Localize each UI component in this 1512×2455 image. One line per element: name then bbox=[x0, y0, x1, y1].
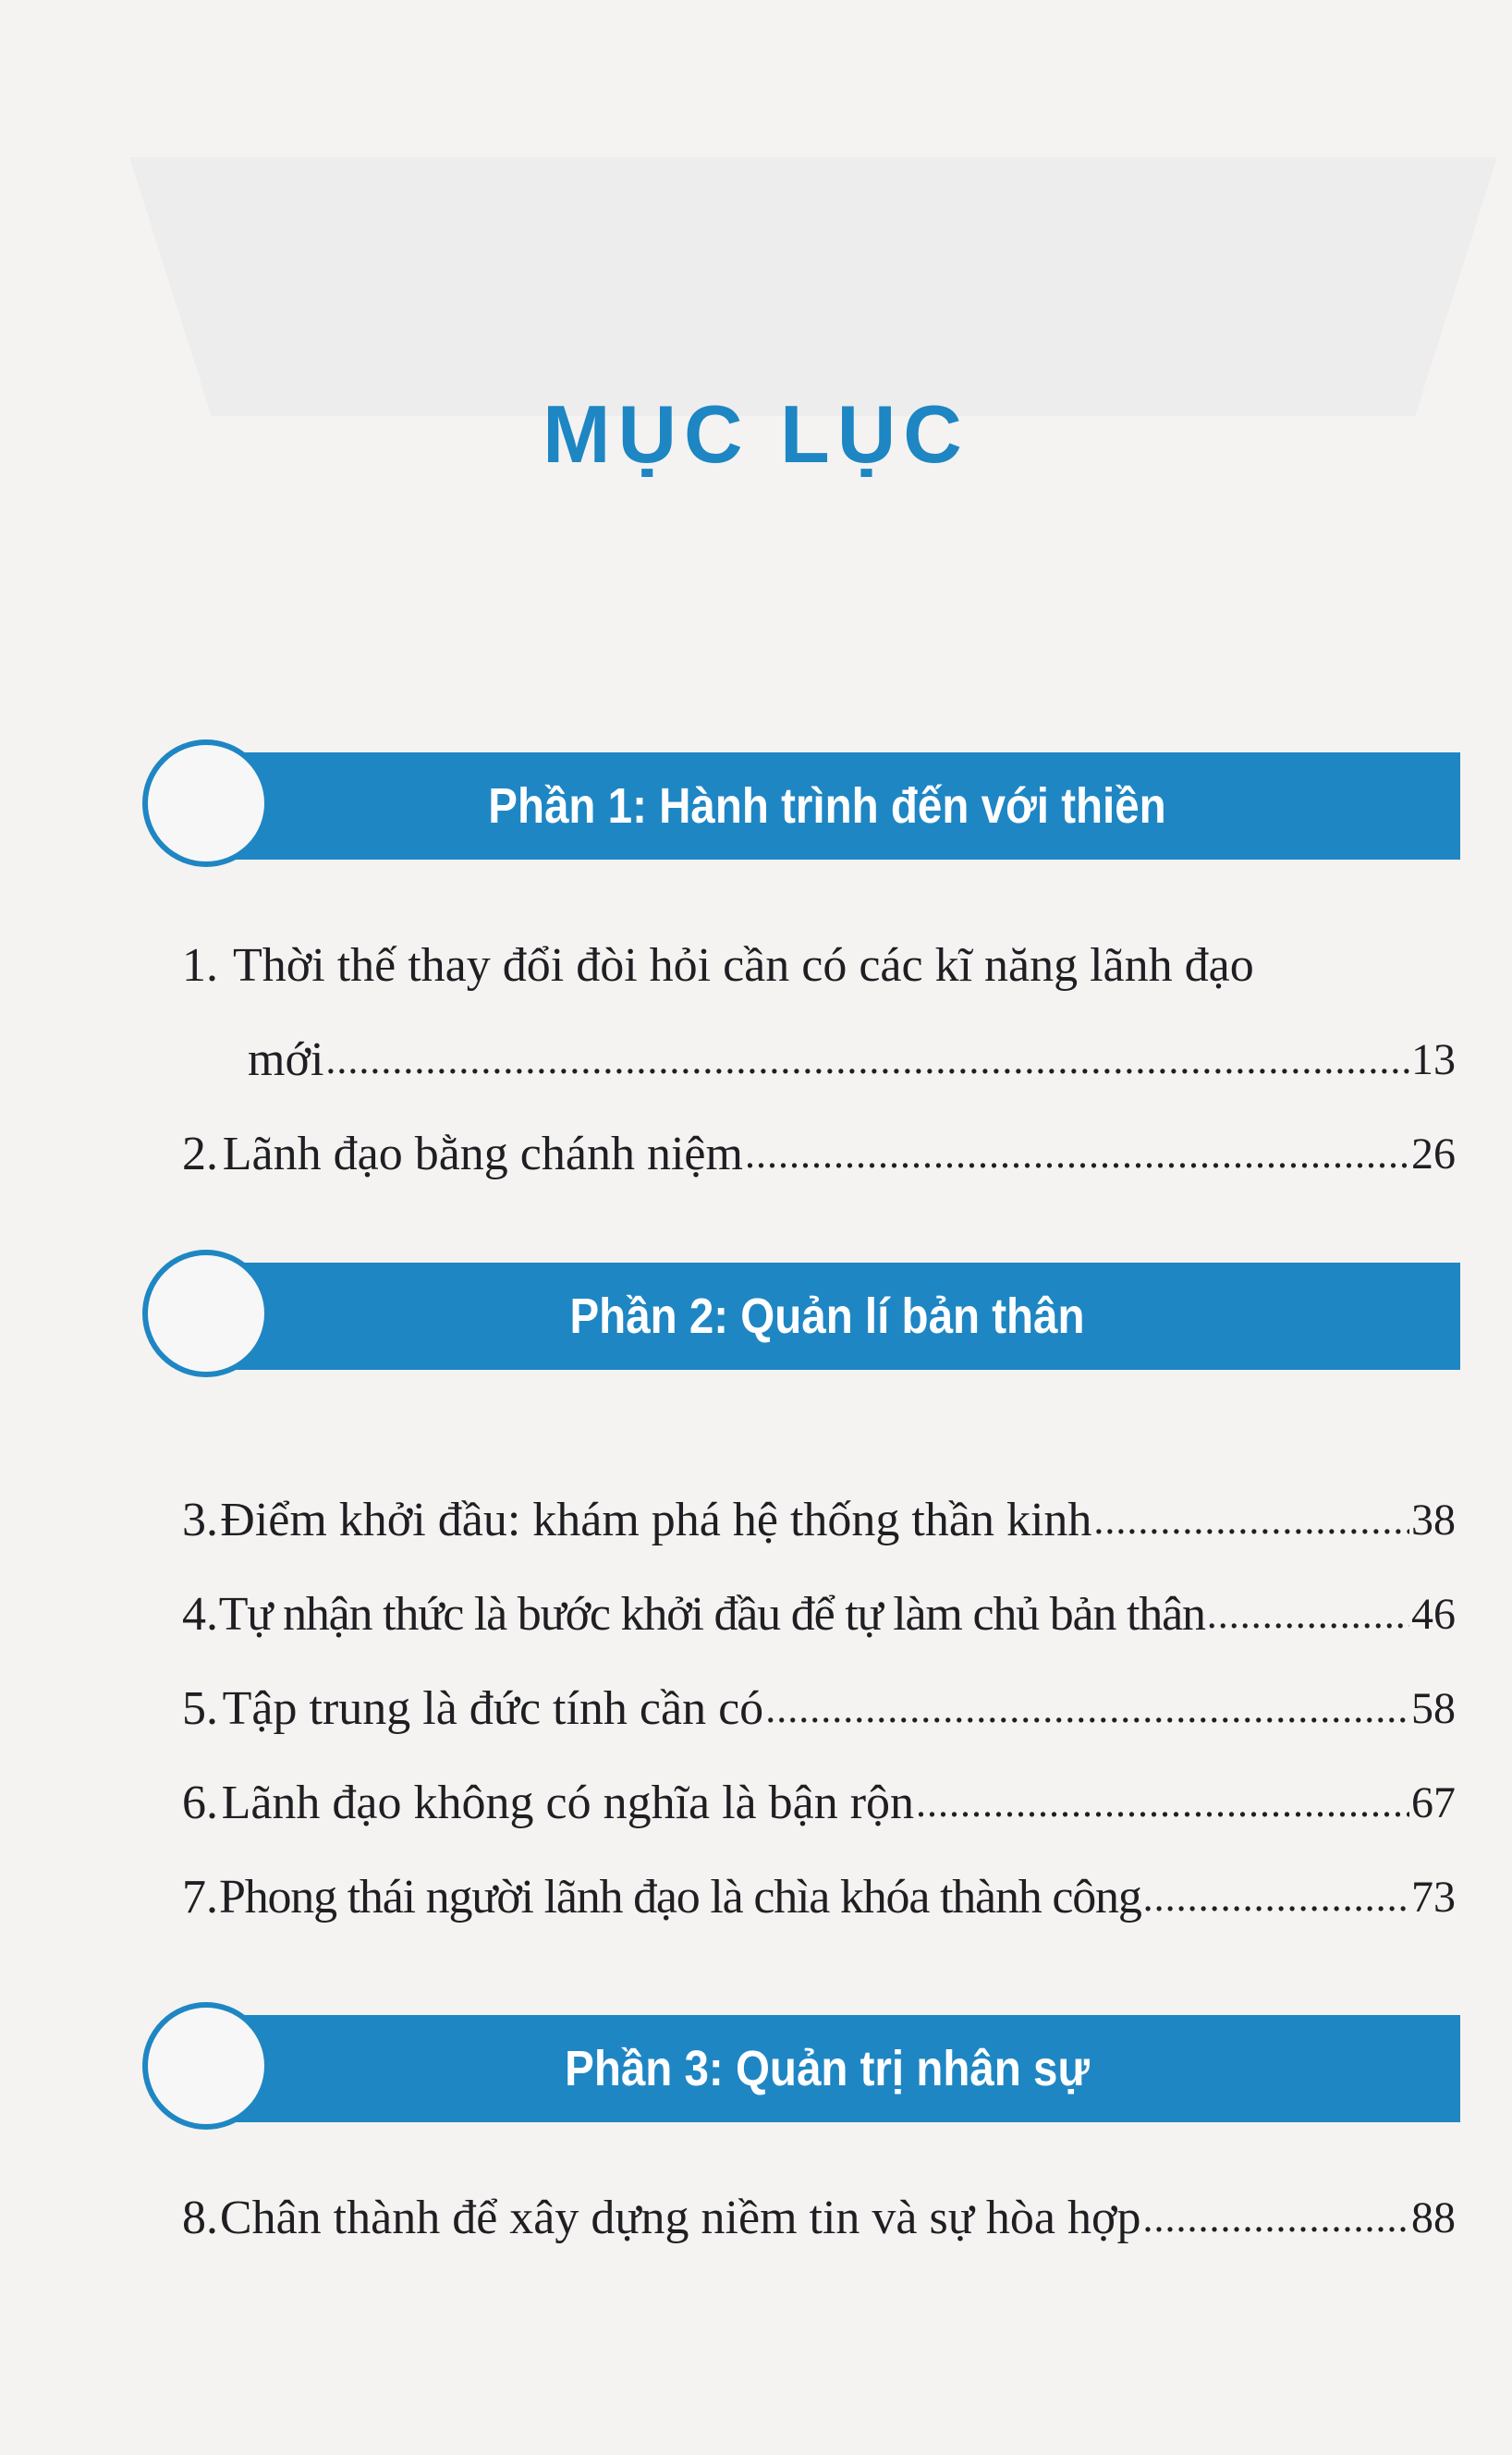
entry-number: 1. bbox=[182, 939, 218, 992]
toc-entry-2 bbox=[182, 1118, 1456, 1191]
entry-title: Chân thành để xây dựng niềm tin và sự hòa hợp bbox=[219, 2192, 1141, 2244]
entry-page: 46 bbox=[1411, 1590, 1456, 1639]
toc-entry-6 bbox=[182, 1766, 1456, 1840]
toc-entry-3 bbox=[182, 1484, 1456, 1557]
toc-entry-8 bbox=[182, 2181, 1456, 2255]
dot-leader bbox=[1207, 1578, 1409, 1652]
dot-leader bbox=[325, 1023, 1409, 1097]
section-title: Phần 3: Quản trị nhân sự bbox=[565, 2041, 1090, 2096]
toc-entry-1-continued bbox=[248, 1023, 1456, 1097]
section-header-1 bbox=[139, 739, 1460, 871]
circle-ornament-icon bbox=[142, 2002, 270, 2130]
entry-number: 5. bbox=[182, 1682, 218, 1735]
entry-page: 13 bbox=[1411, 1035, 1456, 1084]
dot-leader bbox=[765, 1672, 1409, 1746]
entry-page: 73 bbox=[1411, 1873, 1456, 1922]
entry-number: 3. bbox=[182, 1494, 218, 1546]
section-title: Phần 2: Quản lí bản thân bbox=[569, 1289, 1085, 1344]
entry-title: Phong thái người lãnh đạo là chìa khóa thành công bbox=[218, 1871, 1141, 1924]
dot-leader bbox=[1143, 2181, 1409, 2255]
entry-title: Điểm khởi đầu: khám phá hệ thống thần kinh bbox=[220, 1494, 1092, 1546]
section-header-2 bbox=[139, 1250, 1460, 1381]
circle-ornament-icon bbox=[142, 1250, 270, 1377]
entry-page: 88 bbox=[1411, 2193, 1456, 2242]
entry-page: 67 bbox=[1411, 1778, 1456, 1827]
entry-title: Lãnh đạo bằng chánh niệm bbox=[222, 1128, 743, 1180]
entry-number: 6. bbox=[182, 1777, 218, 1829]
toc-entry-4 bbox=[182, 1578, 1456, 1652]
circle-ornament-icon bbox=[142, 739, 270, 867]
dot-leader bbox=[1093, 1484, 1409, 1557]
entry-number: 4. bbox=[182, 1588, 218, 1641]
entry-title-continuation: mới bbox=[248, 1033, 324, 1086]
entry-number: 7. bbox=[182, 1871, 218, 1924]
show-through-band bbox=[129, 157, 1497, 416]
toc-entry-7 bbox=[182, 1861, 1456, 1935]
dot-leader bbox=[1143, 1861, 1409, 1935]
entry-title: Lãnh đạo không có nghĩa là bận rộn bbox=[221, 1777, 915, 1829]
toc-entry-1 bbox=[182, 929, 1456, 1003]
section-title: Phần 1: Hành trình đến với thiền bbox=[488, 778, 1166, 834]
entry-number: 8. bbox=[182, 2192, 218, 2244]
entry-page: 58 bbox=[1411, 1684, 1456, 1733]
entry-page: 38 bbox=[1411, 1496, 1456, 1545]
entry-number: 2. bbox=[182, 1128, 218, 1180]
dot-leader bbox=[916, 1766, 1409, 1840]
entry-title: Tập trung là đức tính cần có bbox=[222, 1682, 764, 1735]
page-title: MỤC LỤC bbox=[543, 387, 969, 480]
toc-entry-5 bbox=[182, 1672, 1456, 1746]
entry-title: Tự nhận thức là bước khởi đầu để tự làm chủ bản thân bbox=[218, 1588, 1205, 1641]
section-header-3 bbox=[139, 2002, 1460, 2133]
entry-page: 26 bbox=[1411, 1130, 1456, 1179]
entry-title: Thời thế thay đổi đòi hỏi cần có các kĩ năng lãnh đạo bbox=[233, 939, 1254, 992]
dot-leader bbox=[745, 1118, 1409, 1191]
